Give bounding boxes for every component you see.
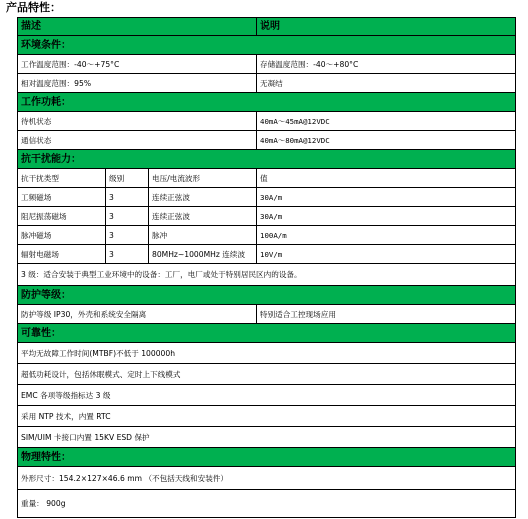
section-title: 物理特性：	[18, 448, 516, 467]
table-row	[18, 385, 516, 406]
cell: 10V/m	[257, 245, 516, 264]
protection-cell: 防护等级 IP30，外壳和系统安全隔离	[18, 305, 257, 324]
spec-table	[17, 17, 516, 518]
table-row	[18, 467, 516, 490]
page-title: 产品特性：	[6, 1, 61, 14]
table-row	[18, 343, 516, 364]
env-cell: 工作温度范围：-40～+75°C	[18, 55, 257, 74]
reliability-cell: SIM/UIM 卡接口内置 15KV ESD 保护	[18, 427, 516, 448]
table-row	[18, 55, 516, 74]
table-row	[18, 226, 516, 245]
table-row	[18, 427, 516, 448]
reliability-cell: 平均无故障工作时间(MTBF)不低于 100000h	[18, 343, 516, 364]
header-explanation: 说明	[257, 18, 516, 36]
section-protection	[18, 286, 516, 305]
cell: 3	[106, 245, 149, 264]
cell: 30A/m	[257, 207, 516, 226]
table-header-row	[18, 18, 516, 36]
table-row	[18, 364, 516, 385]
interference-note: 3 级：适合安装于典型工业环境中的设备：工厂，电厂或处于特别居民区内的设备。	[18, 264, 516, 286]
table-row	[18, 264, 516, 286]
table-row	[18, 245, 516, 264]
section-title: 环境条件：	[18, 36, 516, 55]
table-row	[18, 490, 516, 518]
table-row	[18, 207, 516, 226]
section-title: 抗干扰能力：	[18, 150, 516, 169]
env-cell: 存储温度范围：-40～+80°C	[257, 55, 516, 74]
table-row	[18, 305, 516, 324]
header-description: 描述	[18, 18, 257, 36]
cell: 连续正弦波	[149, 188, 257, 207]
table-row	[18, 112, 516, 131]
section-environment	[18, 36, 516, 55]
protection-cell: 特别适合工控现场应用	[257, 305, 516, 324]
env-cell: 无凝结	[257, 74, 516, 93]
cell: 脉冲	[149, 226, 257, 245]
cell: 阻尼振荡磁场	[18, 207, 106, 226]
cell: 连续正弦波	[149, 207, 257, 226]
physical-cell: 重量： 900g	[18, 490, 516, 518]
cell: 3	[106, 226, 149, 245]
power-cell: 待机状态	[18, 112, 257, 131]
section-title: 防护等级：	[18, 286, 516, 305]
section-power	[18, 93, 516, 112]
cell: 辐射电磁场	[18, 245, 106, 264]
cell: 脉冲磁场	[18, 226, 106, 245]
table-row	[18, 406, 516, 427]
column-header: 电压/电流波形	[149, 169, 257, 188]
cell: 30A/m	[257, 188, 516, 207]
cell: 3	[106, 207, 149, 226]
column-header: 抗干扰类型	[18, 169, 106, 188]
reliability-cell: 超低功耗设计，包括休眠模式、定时上下线模式	[18, 364, 516, 385]
physical-cell: 外形尺寸：154.2×127×46.6 mm （不包括天线和安装件）	[18, 467, 516, 490]
reliability-cell: EMC 各项等级指标达 3 级	[18, 385, 516, 406]
section-reliability	[18, 324, 516, 343]
table-row	[18, 169, 516, 188]
cell: 3	[106, 188, 149, 207]
column-header: 级别	[106, 169, 149, 188]
reliability-cell: 采用 NTP 技术，内置 RTC	[18, 406, 516, 427]
env-cell: 相对温度范围：95%	[18, 74, 257, 93]
cell: 80MHz~1000MHz 连续波	[149, 245, 257, 264]
power-cell: 40mA～45mA@12VDC	[257, 112, 516, 131]
table-row	[18, 74, 516, 93]
column-header: 值	[257, 169, 516, 188]
cell: 工频磁场	[18, 188, 106, 207]
table-row	[18, 131, 516, 150]
table-row	[18, 188, 516, 207]
cell: 100A/m	[257, 226, 516, 245]
power-cell: 40mA～80mA@12VDC	[257, 131, 516, 150]
section-title: 可靠性：	[18, 324, 516, 343]
power-cell: 通信状态	[18, 131, 257, 150]
section-physical	[18, 448, 516, 467]
section-title: 工作功耗：	[18, 93, 516, 112]
section-interference	[18, 150, 516, 169]
